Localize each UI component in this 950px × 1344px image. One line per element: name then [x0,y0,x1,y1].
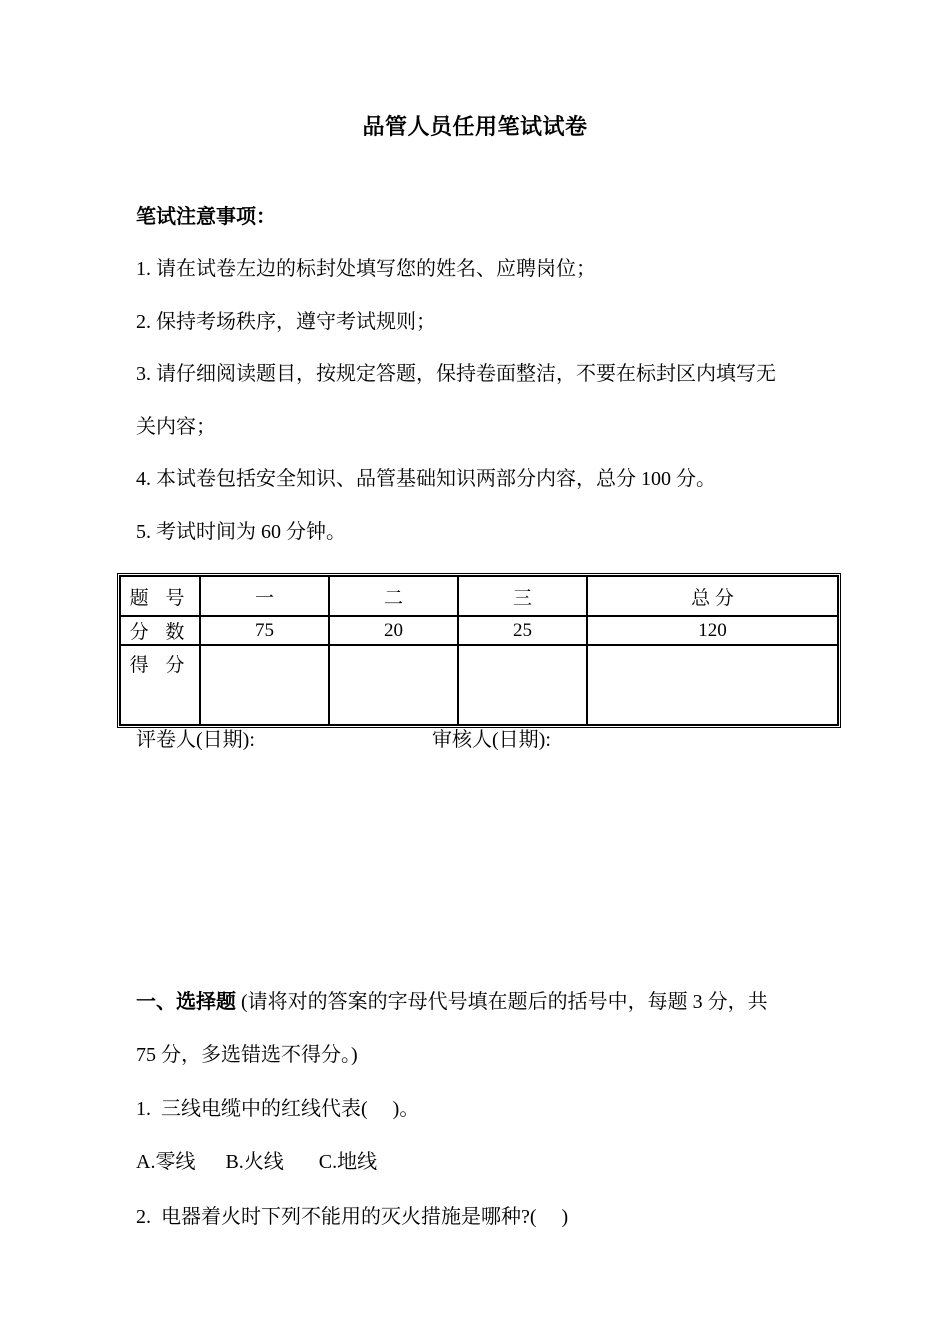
notice-item-1: 1. 请在试卷左边的标封处填写您的姓名、应聘岗位； [136,258,596,280]
row-label-earned: 得 分 [120,645,200,725]
earned-cell [587,645,838,725]
earned-cell [458,645,587,725]
question-1: 1. 三线电缆中的红线代表( )。 [136,1098,420,1120]
points-cell: 20 [329,616,458,645]
notice-item-4: 4. 本试卷包括安全知识、品管基础知识两部分内容，总分 100 分。 [136,468,716,490]
notice-heading: 笔试注意事项： [136,206,276,228]
points-cell: 75 [200,616,329,645]
section-1-heading-line [136,988,768,1016]
notice-item-5: 5. 考试时间为 60 分钟。 [136,521,346,543]
section-1-instruction: (请将对的答案的字母代号填在题后的括号中，每题 3 分，共 [236,991,768,1013]
section-1-heading: 一、选择题 [136,991,236,1013]
notice-item-3: 3. 请仔细阅读题目，按规定答题，保持卷面整洁，不要在标封区内填写无 [136,363,776,385]
earned-cell [200,645,329,725]
row-label-question-number: 题 号 [120,576,200,616]
notice-item-2: 2. 保持考场秩序，遵守考试规则； [136,311,436,333]
header-cell: 二 [329,576,458,616]
header-cell: 一 [200,576,329,616]
question-1-options: A.零线 B.火线 C.地线 [136,1151,378,1173]
header-cell: 总 分 [587,576,838,616]
question-2: 2. 电器着火时下列不能用的灭火措施是哪种?( ) [136,1206,569,1228]
table-row [120,576,838,616]
table-row [120,616,838,645]
reviewer-signature-label: 审核人(日期): [432,729,551,751]
earned-cell [329,645,458,725]
grader-signature-label: 评卷人(日期): [136,729,255,751]
table-row [120,645,838,725]
page-title: 品管人员任用笔试试卷 [362,114,588,139]
points-cell: 25 [458,616,587,645]
points-cell: 120 [587,616,838,645]
notice-item-3-continued: 关内容； [136,416,216,438]
header-cell: 三 [458,576,587,616]
row-label-points: 分 数 [120,616,200,645]
section-1-instruction-continued: 75 分，多选错选不得分。) [136,1044,358,1066]
score-table [117,573,841,728]
